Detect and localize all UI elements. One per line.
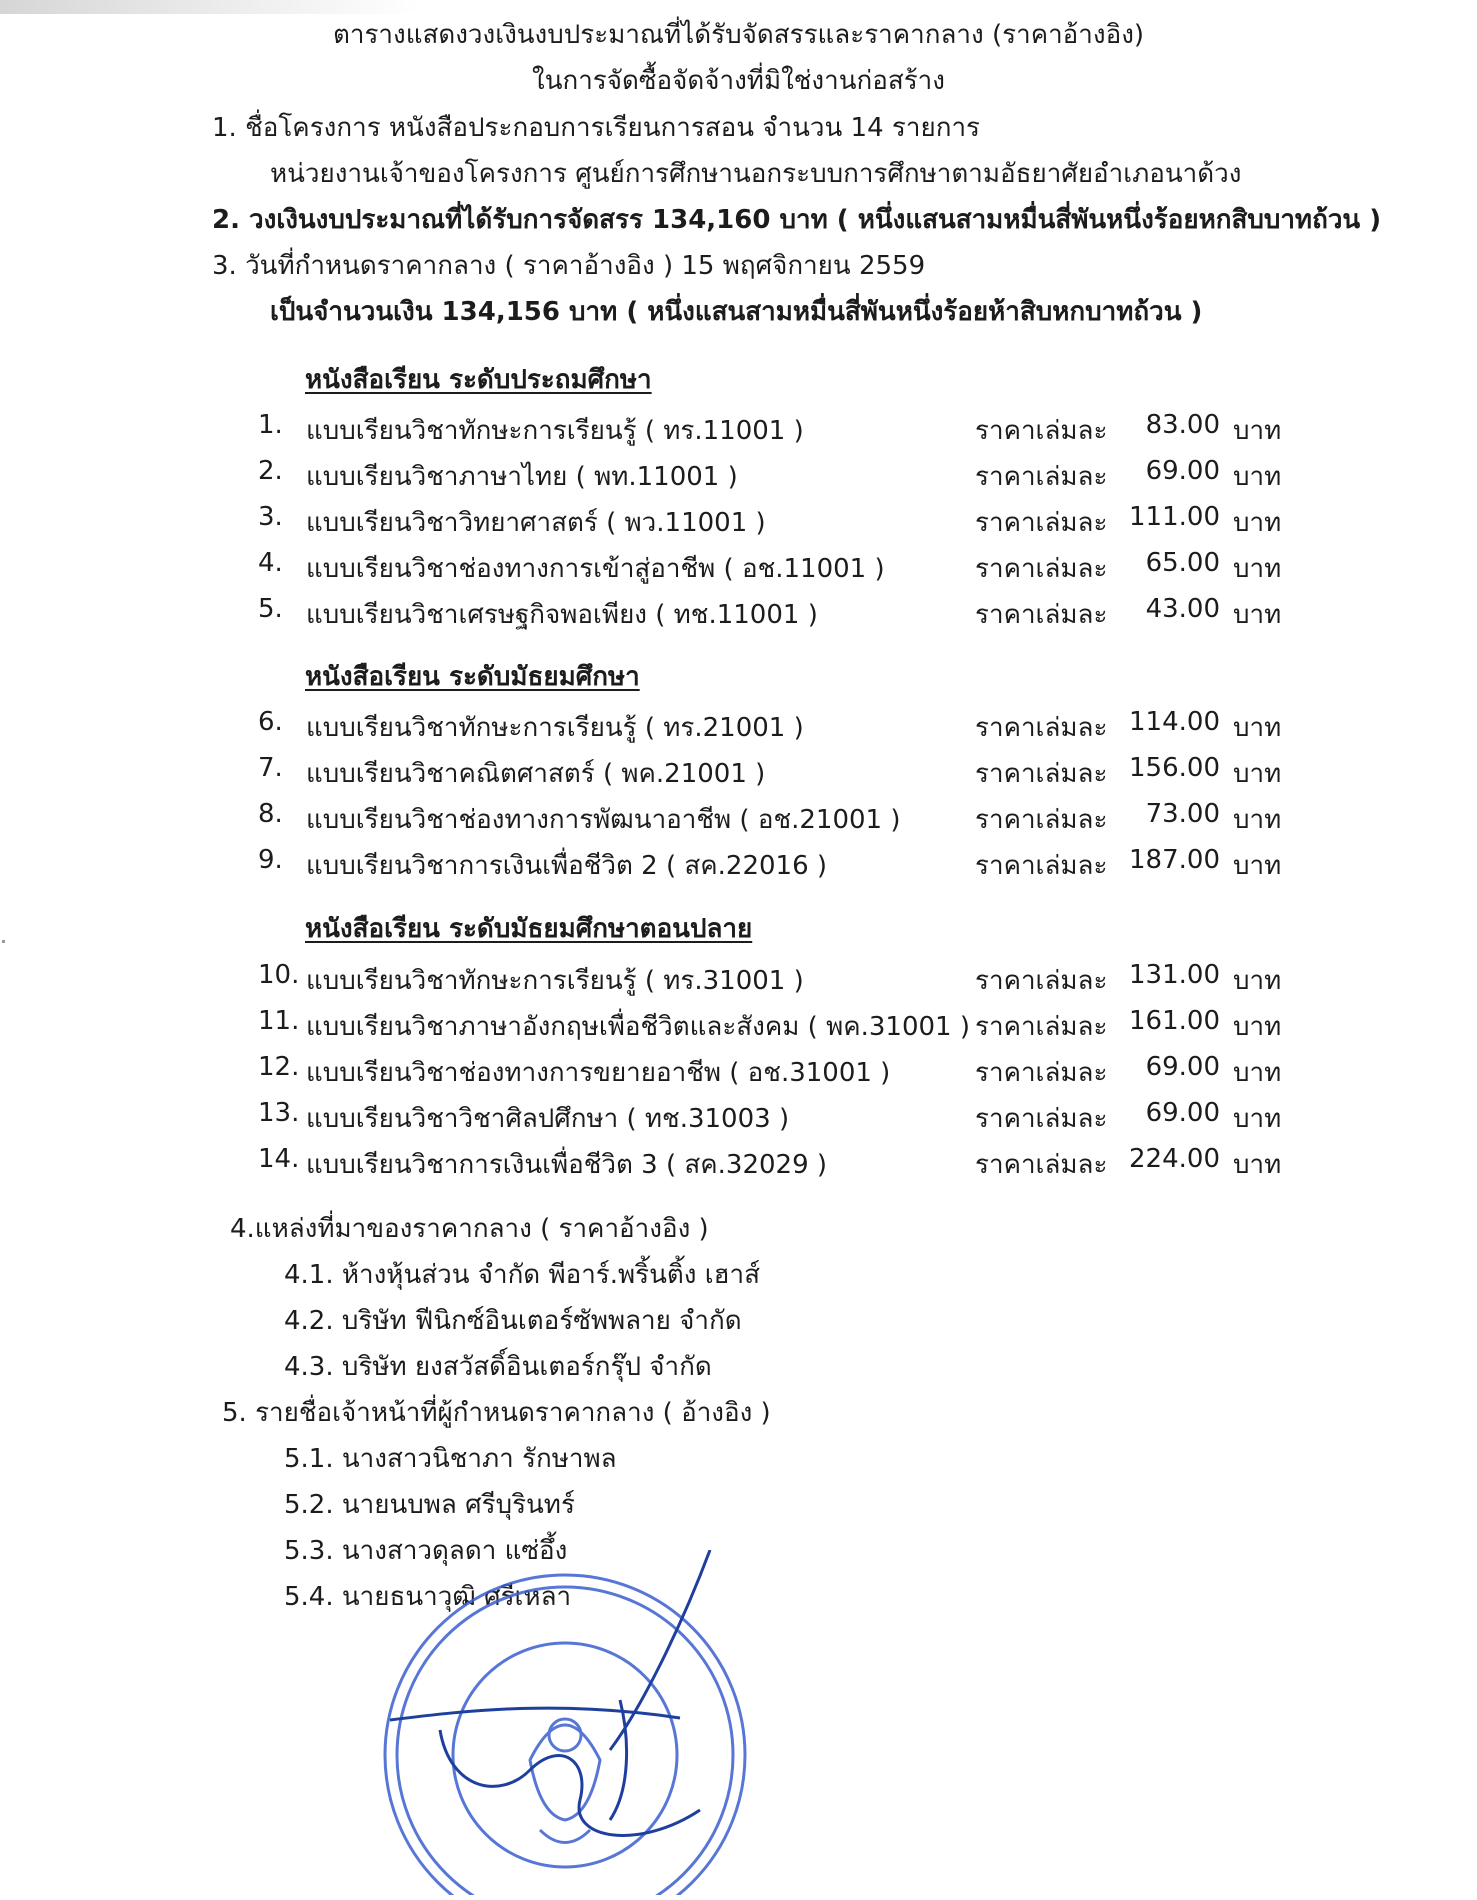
list-item bbox=[0, 410, 1477, 444]
scan-speck bbox=[2, 940, 5, 943]
price-label: ราคาเล่มละ bbox=[975, 554, 1108, 584]
budget-line: 2. วงเงินงบประมาณที่ได้รับการจัดสรร 134,160 บาท ( หนึ่งแสนสามหมื่นสี่พันหนึ่งร้อยหกสิบบาทถ้วน ) bbox=[212, 205, 1382, 235]
price-label: ราคาเล่มละ bbox=[975, 462, 1108, 492]
list-item bbox=[0, 594, 1477, 628]
item-price: 69.00 bbox=[1145, 456, 1220, 486]
item-name: แบบเรียนวิชาภาษาไทย ( พท.11001 ) bbox=[306, 462, 738, 492]
sources-heading: 4.แหล่งที่มาของราคากลาง ( ราคาอ้างอิง ) bbox=[230, 1214, 709, 1244]
item-price: 131.00 bbox=[1129, 960, 1220, 990]
item-price: 111.00 bbox=[1129, 502, 1220, 532]
item-number: 2. bbox=[258, 456, 283, 486]
item-number: 13. bbox=[258, 1098, 300, 1128]
unit-label: บาท bbox=[1233, 462, 1282, 492]
item-price: 114.00 bbox=[1129, 707, 1220, 737]
reference-amount: เป็นจำนวนเงิน 134,156 บาท ( หนึ่งแสนสามหมื่นสี่พันหนึ่งร้อยห้าสิบหกบาทถ้วน ) bbox=[270, 297, 1203, 327]
item-price: 161.00 bbox=[1129, 1006, 1220, 1036]
item-number: 14. bbox=[258, 1144, 300, 1174]
item-price: 224.00 bbox=[1129, 1144, 1220, 1174]
list-item bbox=[0, 753, 1477, 787]
price-label: ราคาเล่มละ bbox=[975, 805, 1108, 835]
unit-label: บาท bbox=[1233, 508, 1282, 538]
officers-heading: 5. รายชื่อเจ้าหน้าที่ผู้กำหนดราคากลาง ( อ้างอิง ) bbox=[222, 1398, 771, 1428]
item-number: 11. bbox=[258, 1006, 300, 1036]
item-price: 65.00 bbox=[1145, 548, 1220, 578]
official-seal bbox=[380, 1550, 860, 1895]
item-price: 83.00 bbox=[1145, 410, 1220, 440]
item-name: แบบเรียนวิชาช่องทางการขยายอาชีพ ( อช.31001 ) bbox=[306, 1058, 891, 1088]
item-number: 1. bbox=[258, 410, 283, 440]
price-label: ราคาเล่มละ bbox=[975, 508, 1108, 538]
unit-label: บาท bbox=[1233, 1058, 1282, 1088]
item-name: แบบเรียนวิชาภาษาอังกฤษเพื่อชีวิตและสังคม ( พค.31001 ) bbox=[306, 1012, 970, 1042]
item-price: 69.00 bbox=[1145, 1052, 1220, 1082]
section-heading-upper-secondary: หนังสือเรียน ระดับมัธยมศึกษาตอนปลาย bbox=[305, 914, 753, 944]
item-name: แบบเรียนวิชาวิทยาศาสตร์ ( พว.11001 ) bbox=[306, 508, 766, 538]
officer-item: 5.3. นางสาวดุลดา แซ่อึ้ง bbox=[284, 1536, 568, 1566]
list-item bbox=[0, 707, 1477, 741]
signature bbox=[390, 1550, 710, 1835]
title-line-1: ตารางแสดงวงเงินงบประมาณที่ได้รับจัดสรรและราคากลาง (ราคาอ้างอิง) bbox=[332, 20, 1145, 50]
item-name: แบบเรียนวิชาการเงินเพื่อชีวิต 3 ( สค.32029 ) bbox=[306, 1150, 828, 1180]
item-name: แบบเรียนวิชาคณิตศาสตร์ ( พค.21001 ) bbox=[306, 759, 766, 789]
officer-item: 5.4. นายธนาวุฒิ ศรีเหลา bbox=[284, 1582, 572, 1612]
list-item bbox=[0, 502, 1477, 536]
reference-date: 3. วันที่กำหนดราคากลาง ( ราคาอ้างอิง ) 15 พฤศจิกายน 2559 bbox=[212, 251, 926, 281]
unit-label: บาท bbox=[1233, 1150, 1282, 1180]
list-item bbox=[0, 1098, 1477, 1132]
seal-outer-ring bbox=[385, 1575, 745, 1895]
source-item: 4.2. บริษัท ฟีนิกซ์อินเตอร์ซัพพลาย จำกัด bbox=[284, 1306, 742, 1336]
seal-inner-ring bbox=[397, 1587, 733, 1895]
item-number: 9. bbox=[258, 845, 283, 875]
item-name: แบบเรียนวิชาทักษะการเรียนรู้ ( ทร.21001 ) bbox=[306, 713, 804, 743]
source-item: 4.1. ห้างหุ้นส่วน จำกัด พีอาร์.พริ้นติ้ง เฮาส์ bbox=[284, 1260, 760, 1290]
list-item bbox=[0, 456, 1477, 490]
item-number: 5. bbox=[258, 594, 283, 624]
officer-item: 5.2. นายนบพล ศรีบุรินทร์ bbox=[284, 1490, 575, 1520]
list-item bbox=[0, 799, 1477, 833]
source-item: 4.3. บริษัท ยงสวัสดิ์อินเตอร์กรุ๊ป จำกัด bbox=[284, 1352, 712, 1382]
item-price: 43.00 bbox=[1145, 594, 1220, 624]
item-name: แบบเรียนวิชาการเงินเพื่อชีวิต 2 ( สค.22016 ) bbox=[306, 851, 828, 881]
item-number: 8. bbox=[258, 799, 283, 829]
price-label: ราคาเล่มละ bbox=[975, 1012, 1108, 1042]
list-item bbox=[0, 960, 1477, 994]
item-number: 6. bbox=[258, 707, 283, 737]
item-price: 69.00 bbox=[1145, 1098, 1220, 1128]
price-label: ราคาเล่มละ bbox=[975, 759, 1108, 789]
list-item bbox=[0, 1144, 1477, 1178]
unit-label: บาท bbox=[1233, 851, 1282, 881]
item-number: 10. bbox=[258, 960, 300, 990]
seal-emblem bbox=[530, 1725, 600, 1820]
price-label: ราคาเล่มละ bbox=[975, 1058, 1108, 1088]
title-line-2: ในการจัดซื้อจัดจ้างที่มิใช่งานก่อสร้าง bbox=[532, 66, 945, 96]
unit-label: บาท bbox=[1233, 805, 1282, 835]
list-item bbox=[0, 1006, 1477, 1040]
unit-label: บาท bbox=[1233, 554, 1282, 584]
item-name: แบบเรียนวิชาเศรษฐกิจพอเพียง ( ทช.11001 ) bbox=[306, 600, 818, 630]
price-label: ราคาเล่มละ bbox=[975, 416, 1108, 446]
list-item bbox=[0, 1052, 1477, 1086]
price-label: ราคาเล่มละ bbox=[975, 851, 1108, 881]
unit-label: บาท bbox=[1233, 1104, 1282, 1134]
price-label: ราคาเล่มละ bbox=[975, 1150, 1108, 1180]
officer-item: 5.1. นางสาวนิชาภา รักษาพล bbox=[284, 1444, 617, 1474]
price-label: ราคาเล่มละ bbox=[975, 1104, 1108, 1134]
seal-emblem-base bbox=[540, 1830, 590, 1843]
section-heading-primary: หนังสือเรียน ระดับประถมศึกษา bbox=[305, 365, 652, 395]
price-label: ราคาเล่มละ bbox=[975, 713, 1108, 743]
project-name: 1. ชื่อโครงการ หนังสือประกอบการเรียนการสอน จำนวน 14 รายการ bbox=[212, 113, 981, 143]
item-price: 187.00 bbox=[1129, 845, 1220, 875]
item-number: 4. bbox=[258, 548, 283, 578]
unit-label: บาท bbox=[1233, 759, 1282, 789]
item-price: 73.00 bbox=[1145, 799, 1220, 829]
item-name: แบบเรียนวิชาช่องทางการพัฒนาอาชีพ ( อช.21001 ) bbox=[306, 805, 901, 835]
item-number: 3. bbox=[258, 502, 283, 532]
unit-label: บาท bbox=[1233, 1012, 1282, 1042]
item-price: 156.00 bbox=[1129, 753, 1220, 783]
item-name: แบบเรียนวิชาทักษะการเรียนรู้ ( ทร.31001 ) bbox=[306, 966, 804, 996]
unit-label: บาท bbox=[1233, 966, 1282, 996]
price-label: ราคาเล่มละ bbox=[975, 600, 1108, 630]
list-item bbox=[0, 845, 1477, 879]
list-item bbox=[0, 548, 1477, 582]
unit-label: บาท bbox=[1233, 416, 1282, 446]
item-number: 7. bbox=[258, 753, 283, 783]
price-label: ราคาเล่มละ bbox=[975, 966, 1108, 996]
unit-label: บาท bbox=[1233, 713, 1282, 743]
section-heading-secondary: หนังสือเรียน ระดับมัธยมศึกษา bbox=[305, 662, 640, 692]
item-number: 12. bbox=[258, 1052, 300, 1082]
item-name: แบบเรียนวิชาวิชาศิลปศึกษา ( ทช.31003 ) bbox=[306, 1104, 790, 1134]
item-name: แบบเรียนวิชาทักษะการเรียนรู้ ( ทร.11001 ) bbox=[306, 416, 804, 446]
scan-corner-shadow bbox=[0, 0, 420, 14]
unit-label: บาท bbox=[1233, 600, 1282, 630]
item-name: แบบเรียนวิชาช่องทางการเข้าสู่อาชีพ ( อช.11001 ) bbox=[306, 554, 885, 584]
project-owner: หน่วยงานเจ้าของโครงการ ศูนย์การศึกษานอกระบบการศึกษาตามอัธยาศัยอำเภอนาด้วง bbox=[270, 159, 1242, 189]
